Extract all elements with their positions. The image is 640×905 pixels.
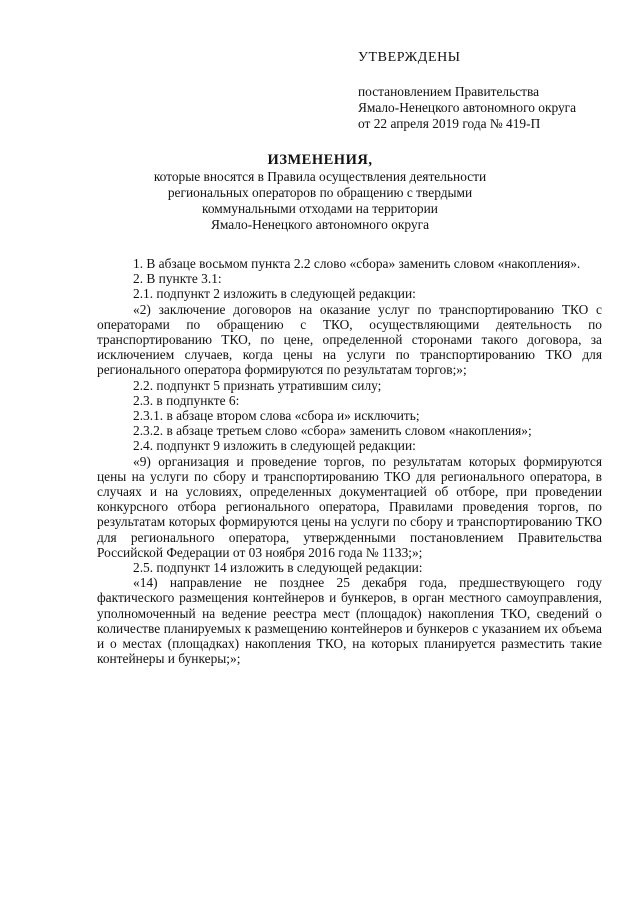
paragraph-subitem-2-3-1: 2.3.1. в абзаце втором слова «сбора и» исключить; [133,408,420,424]
paragraph-subitem-2-2: 2.2. подпункт 5 признать утратившим силу; [133,377,382,393]
approval-line: Ямало-Ненецкого автономного округа [358,100,577,115]
paragraph-subitem-2-3-2: 2.3.2. в абзаце третьем слово «сбора» заменить словом «накопления»; [133,423,532,439]
paragraph-quote-2: «2) заключение договоров на оказание услуг по транспортированию ТКО с операторами по обращению с ТКО, осуществляющими деятельность по транспортированию ТКО, по цене, определенной сторонами такого договора, за исключением случаев, когда цены на услуги по транспортированию ТКО для регионального оператора формируются по результатам торгов;»; [97,301,602,378]
paragraph-subitem-2-5: 2.5. подпункт 14 изложить в следующей редакции: [133,560,423,576]
document-title: ИЗМЕНЕНИЯ, [267,152,373,168]
paragraph-item-1: 1. В абзаце восьмом пункта 2.2 слово «сбора» заменить словом «накопления». [133,256,581,271]
paragraph-quote-9: «9) организация и проведение торгов, по результатам которых формируются цены на услуги по сбору и транспортированию ТКО для регионального оператора, в случаях и на условиях, определенных документацией об отборе, при проведении конкурсного отбора регионального оператора, Правилами проведения торгов, по результатам которых формируются цены на услуги по сбору и транспортированию ТКО для регионального оператора, утвержденными постановлением Правительства Российской Федерации от 03 ноября 2016 года № 1133;»; [97,453,602,560]
document-subtitle-line: Ямало-Ненецкого автономного округа [210,217,430,232]
paragraph-subitem-2-4: 2.4. подпункт 9 изложить в следующей редакции: [133,438,416,454]
approval-line: постановлением Правительства [358,84,540,99]
paragraph-quote-14: «14) направление не позднее 25 декабря года, предшествующего году фактического размещения контейнеров и бункеров, в орган местного самоуправления, уполномоченный на ведение реестра мест (площадок) накопления ТКО, сведений о количестве планируемых к размещению контейнеров и бункеров с указанием их объема и о местах (площадках) накопления ТКО, на которых планируется разместить такие контейнеры и бункеры;»; [97,575,602,667]
paragraph-item-2: 2. В пункте 3.1: [133,271,222,287]
document-body [97,256,602,666]
approval-title: УТВЕРЖДЕНЫ [358,50,461,65]
paragraph-subitem-2-3: 2.3. в подпункте 6: [133,392,240,408]
approval-block [358,50,628,132]
approval-line: от 22 апреля 2019 года № 419-П [358,116,541,131]
document-heading [120,152,520,233]
document-subtitle-line: коммунальными отходами на территории [202,201,438,216]
document-subtitle-line: региональных операторов по обращению с твердыми [167,185,473,200]
paragraph-subitem-2-1: 2.1. подпункт 2 изложить в следующей редакции: [133,286,416,302]
document-subtitle-line: которые вносятся в Правила осуществления деятельности [153,169,487,184]
